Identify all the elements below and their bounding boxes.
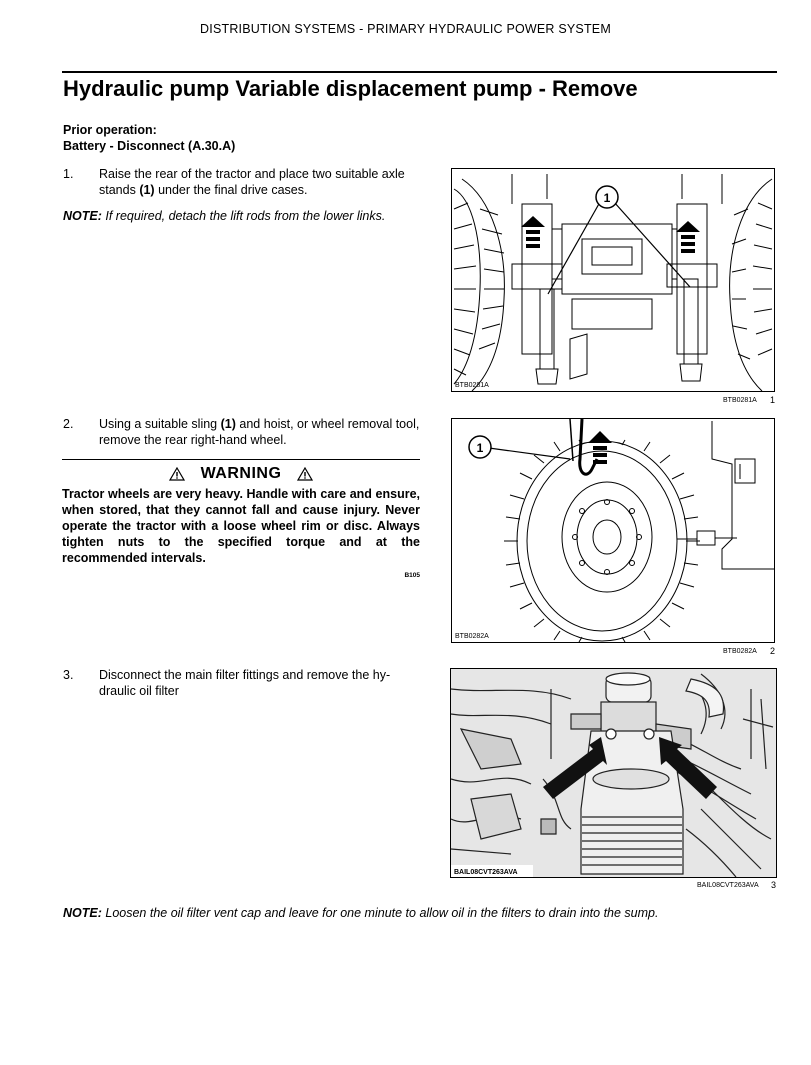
- prior-operation-label: Prior operation:: [63, 123, 157, 137]
- figure-ref: BTB0282A: [723, 648, 757, 655]
- warning-triangle-icon: [169, 467, 185, 481]
- figure-number: 1: [770, 395, 776, 405]
- step-text: Disconnect the main filter fittings and remove the hy-draulic oil filter: [99, 668, 391, 698]
- step-number: 1.: [63, 167, 74, 181]
- prior-operation: [63, 122, 235, 154]
- header-rule: [62, 71, 777, 73]
- warning-code: B105: [404, 572, 420, 579]
- running-header: DISTRIBUTION SYSTEMS - PRIMARY HYDRAULIC POWER SYSTEM: [200, 22, 611, 36]
- callout-number: 1: [603, 191, 611, 205]
- step-3: [0, 667, 430, 707]
- warning-triangle-icon: [297, 467, 313, 481]
- figure-ref: BTB0281A: [723, 397, 757, 404]
- figure-2-wheel-removal: [451, 418, 775, 643]
- note-text: If required, detach the lift rods from the lower links.: [101, 209, 386, 223]
- callout-number: 1: [476, 441, 484, 455]
- oil-filter-photo: [451, 669, 776, 877]
- step-number: 2.: [63, 417, 74, 431]
- step-2: [0, 416, 430, 456]
- note-2: [63, 905, 783, 921]
- note-label: NOTE:: [63, 906, 102, 920]
- prior-operation-link[interactable]: Battery - Disconnect (A.30.A): [63, 139, 236, 153]
- note-1: [63, 208, 433, 224]
- step-number: 3.: [63, 668, 74, 682]
- step-1: [0, 166, 430, 206]
- warning-rule: [62, 459, 420, 460]
- figure-1-axle-stands: [451, 168, 775, 392]
- note-text: Loosen the oil filter vent cap and leave for one minute to allow oil in the filters to drain into the sump.: [101, 906, 659, 920]
- note-label: NOTE:: [63, 209, 102, 223]
- wheel-removal-illustration: [452, 419, 774, 642]
- figure-number: 2: [770, 646, 776, 656]
- figure-inner-code: BTB0281A: [455, 382, 489, 389]
- warning-title: WARNING: [200, 465, 282, 482]
- warning-box: [62, 459, 420, 579]
- axle-stands-illustration: [452, 169, 774, 391]
- figure-number: 3: [771, 880, 777, 890]
- figure-3-oil-filter: [450, 668, 777, 878]
- figure-inner-code: BTB0282A: [455, 633, 489, 640]
- figure-inner-code: BAIL08CVT263AVA: [454, 869, 518, 876]
- warning-heading: [62, 464, 420, 484]
- figure-ref: BAIL08CVT263AVA: [697, 882, 759, 889]
- warning-text: Tractor wheels are very heavy. Handle with care and ensure, when stored, that they cannot fall and cause injury. Never operate the tractor with a loose wheel rim or disc. Always tighten nuts to the specified torque and at the recommended intervals.: [62, 487, 420, 565]
- step-text: Raise the rear of the tractor and place two suitable axle stands (1) under the final drive cases.: [99, 167, 405, 197]
- step-text: Using a suitable sling (1) and hoist, or wheel removal tool, remove the rear right-hand wheel.: [99, 417, 420, 447]
- page-title: Hydraulic pump Variable displacement pump - Remove: [63, 76, 638, 101]
